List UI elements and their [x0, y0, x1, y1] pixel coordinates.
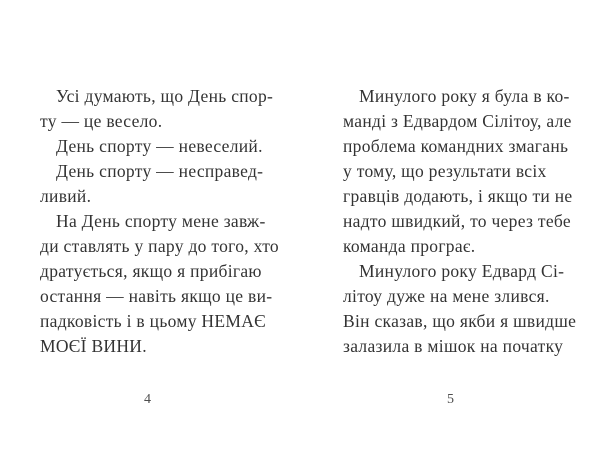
text-line: День спорту — несправед- [56, 161, 264, 181]
text-line: команда програє. [343, 236, 476, 256]
text-line: падковість і в цьому НЕМАЄ [40, 311, 267, 331]
text-line: літоу дуже на мене злився. [343, 286, 550, 306]
text-line: дратується, якщо я прибігаю [40, 261, 262, 281]
text-line: ливий. [40, 186, 92, 206]
text-line: проблема командних змагань [343, 136, 569, 156]
left-page-text [40, 84, 279, 359]
page-number-left: 4 [144, 392, 151, 407]
text-line: остання — навіть якщо це ви- [40, 286, 273, 306]
right-page-text [343, 84, 577, 359]
text-line: ту — це весело. [40, 111, 163, 131]
text-line: ди ставлять у пару до того, хто [40, 236, 279, 256]
page-number-right: 5 [447, 392, 454, 407]
text-line: День спорту — невеселий. [56, 136, 263, 156]
text-line: На День спорту мене завж- [56, 211, 266, 231]
text-line: надто швидкий, то через тебе [343, 211, 571, 231]
text-line: у тому, що результати всіх [343, 161, 547, 181]
text-line: Він сказав, що якби я швидше [343, 311, 577, 331]
text-line: Минулого року Едвард Сі- [359, 261, 565, 281]
text-line: гравців додають, і якщо ти не [343, 186, 573, 206]
text-line: манді з Едвардом Сілітоу, але [343, 111, 572, 131]
text-line: МОЄЇ ВИНИ. [40, 336, 147, 356]
text-line: Усі думають, що День спор- [56, 86, 274, 106]
text-line: Минулого року я була в ко- [359, 86, 570, 106]
text-line: залазила в мішок на початку [343, 336, 564, 356]
